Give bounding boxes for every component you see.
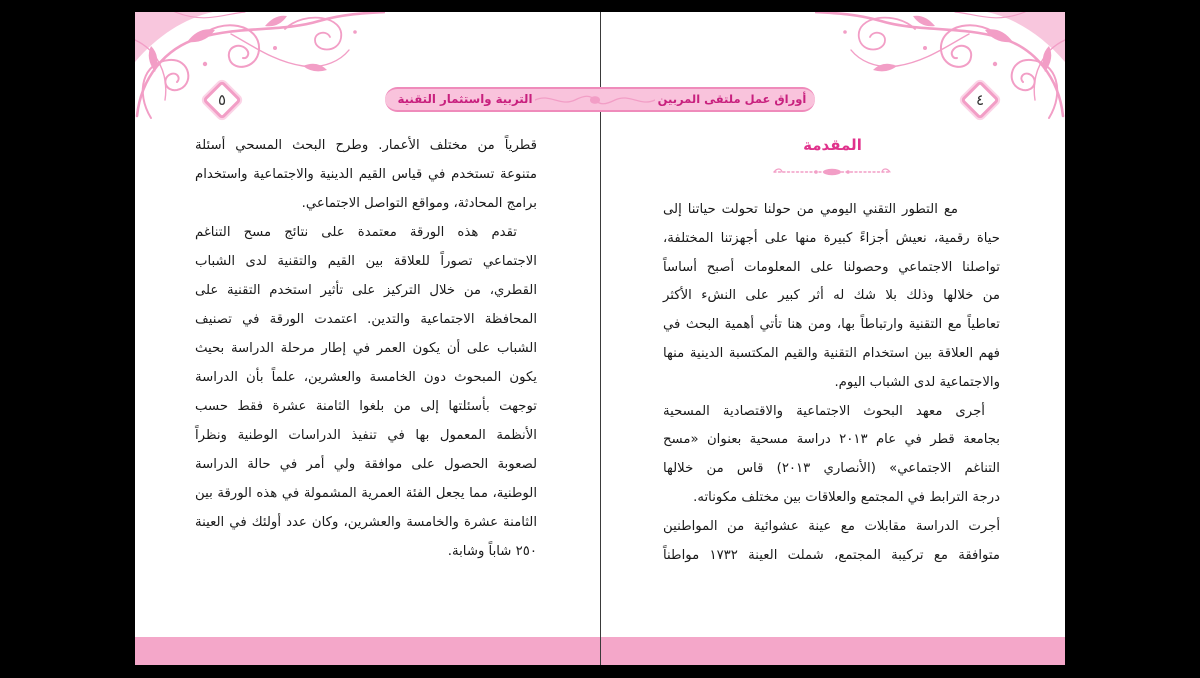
- header-ribbon: [385, 87, 815, 112]
- text-line: الشباب على أن يكون العمر في إطار مرحلة الدراسة بحيث: [195, 341, 537, 356]
- text-line: لصعوبة الحصول على موافقة ولي أمر في حالة الدراسة: [195, 457, 537, 472]
- text-line: برامج المحادثة، ومواقع التواصل الاجتماعي.: [301, 196, 537, 211]
- text-line: الوطنية، مما يجعل الفئة العمرية المشمولة في هذه الورقة بين: [195, 486, 537, 501]
- paragraph: [195, 218, 537, 566]
- divider-dot: [814, 170, 818, 174]
- text-line: القطري، من خلال التركيز على تأثير استخدم التقنية على: [195, 283, 537, 298]
- divider-center: [823, 169, 841, 175]
- left-page-body: [195, 131, 537, 566]
- paragraph: [663, 196, 1000, 398]
- left-page-header-title: التربية واستثمار التقنية: [397, 92, 533, 106]
- paragraph: [195, 131, 537, 218]
- page-number-badge-left: [203, 81, 241, 119]
- text-line: المحافظة الاجتماعية والتدين. اعتمدت الورقة في تصنيف: [195, 312, 537, 327]
- paragraph: [663, 513, 1000, 571]
- text-line: الأنظمة المعمول بها في تنفيذ الدراسات الوطنية ونظراً: [195, 428, 537, 443]
- text-line: من خلالها وذلك بلا شك له أثر كبير على النشء الأكثر: [663, 288, 1000, 304]
- page-number: ٥: [217, 91, 227, 109]
- page-number: ٤: [975, 91, 985, 109]
- book-spread: [135, 12, 1065, 665]
- ribbon-swirl-ornament: [535, 91, 655, 109]
- text-line: حياة رقمية، نعيش أجزاءً كبيرة منها على أجهزتنا المختلفة،: [663, 230, 1000, 246]
- text-line: بجامعة قطر في عام ٢٠١٣ دراسة مسحية بعنوان «مسح: [663, 432, 1000, 448]
- text-line: التناغم الاجتماعي» (الأنصاري ٢٠١٣) قاس من خلالها: [663, 461, 1000, 477]
- section-heading: المقدمة: [803, 136, 862, 154]
- text-line: الاجتماعي تصوراً للعلاقة بين القيم والتقنية لدى الشباب: [195, 254, 537, 269]
- right-page-header-title: أوراق عمل ملتقى المربين: [657, 92, 807, 106]
- text-line: تعاطياً مع التقنية وارتباطاً بها، ومن هنا تأتي أهمية البحث في: [663, 317, 1000, 333]
- text-line: قطرياً من مختلف الأعمار. وطرح البحث المسحي أسئلة: [195, 138, 537, 153]
- text-line: درجة الترابط في المجتمع والعلاقات بين مختلف مكوناته.: [693, 489, 1000, 505]
- heading-divider-ornament: [772, 166, 892, 178]
- page-number-badge-right: [961, 81, 999, 119]
- text-line: والاجتماعية لدى الشباب اليوم.: [834, 374, 1000, 390]
- text-line: مع التطور التقني اليومي من حولنا تحولت حياتنا إلى: [663, 202, 958, 217]
- text-line: أجرى معهد البحوث الاجتماعية والاقتصادية المسحية: [663, 403, 985, 419]
- text-line: تقدم هذه الورقة معتمدة على نتائج مسح التناغم: [195, 225, 517, 240]
- swirl-center: [590, 96, 600, 104]
- paragraph: [663, 398, 1000, 513]
- text-line: ٢٥٠ شاباً وشابة.: [447, 544, 537, 559]
- right-page-body: [663, 196, 1000, 570]
- text-line: يكون المبحوث دون الخامسة والعشرين، علماً بأن الدراسة: [195, 370, 537, 385]
- text-line: متنوعة تستخدم في قياس القيم الدينية والاجتماعية واستخدام: [195, 167, 537, 182]
- text-line: أجرت الدراسة مقابلات مع عينة عشوائية من المواطنين: [663, 518, 1000, 534]
- text-line: توجهت بأسئلتها إلى من بلغوا الثامنة عشرة فقط حسب: [195, 399, 537, 414]
- text-line: فهم العلاقة بين استخدام التقنية والقيم المكتسبة الدينية منها: [663, 345, 1000, 361]
- divider-dot: [846, 170, 850, 174]
- text-line: متوافقة مع تركيبة المجتمع، شملت العينة ١٧٣٢ مواطناً: [663, 547, 1000, 563]
- text-line: تواصلنا الاجتماعي وحصولنا على المعلومات أصبح أساساً: [663, 259, 1000, 275]
- text-line: الثامنة عشرة والخامسة والعشرين، وكان عدد أولئك في العينة: [195, 515, 537, 530]
